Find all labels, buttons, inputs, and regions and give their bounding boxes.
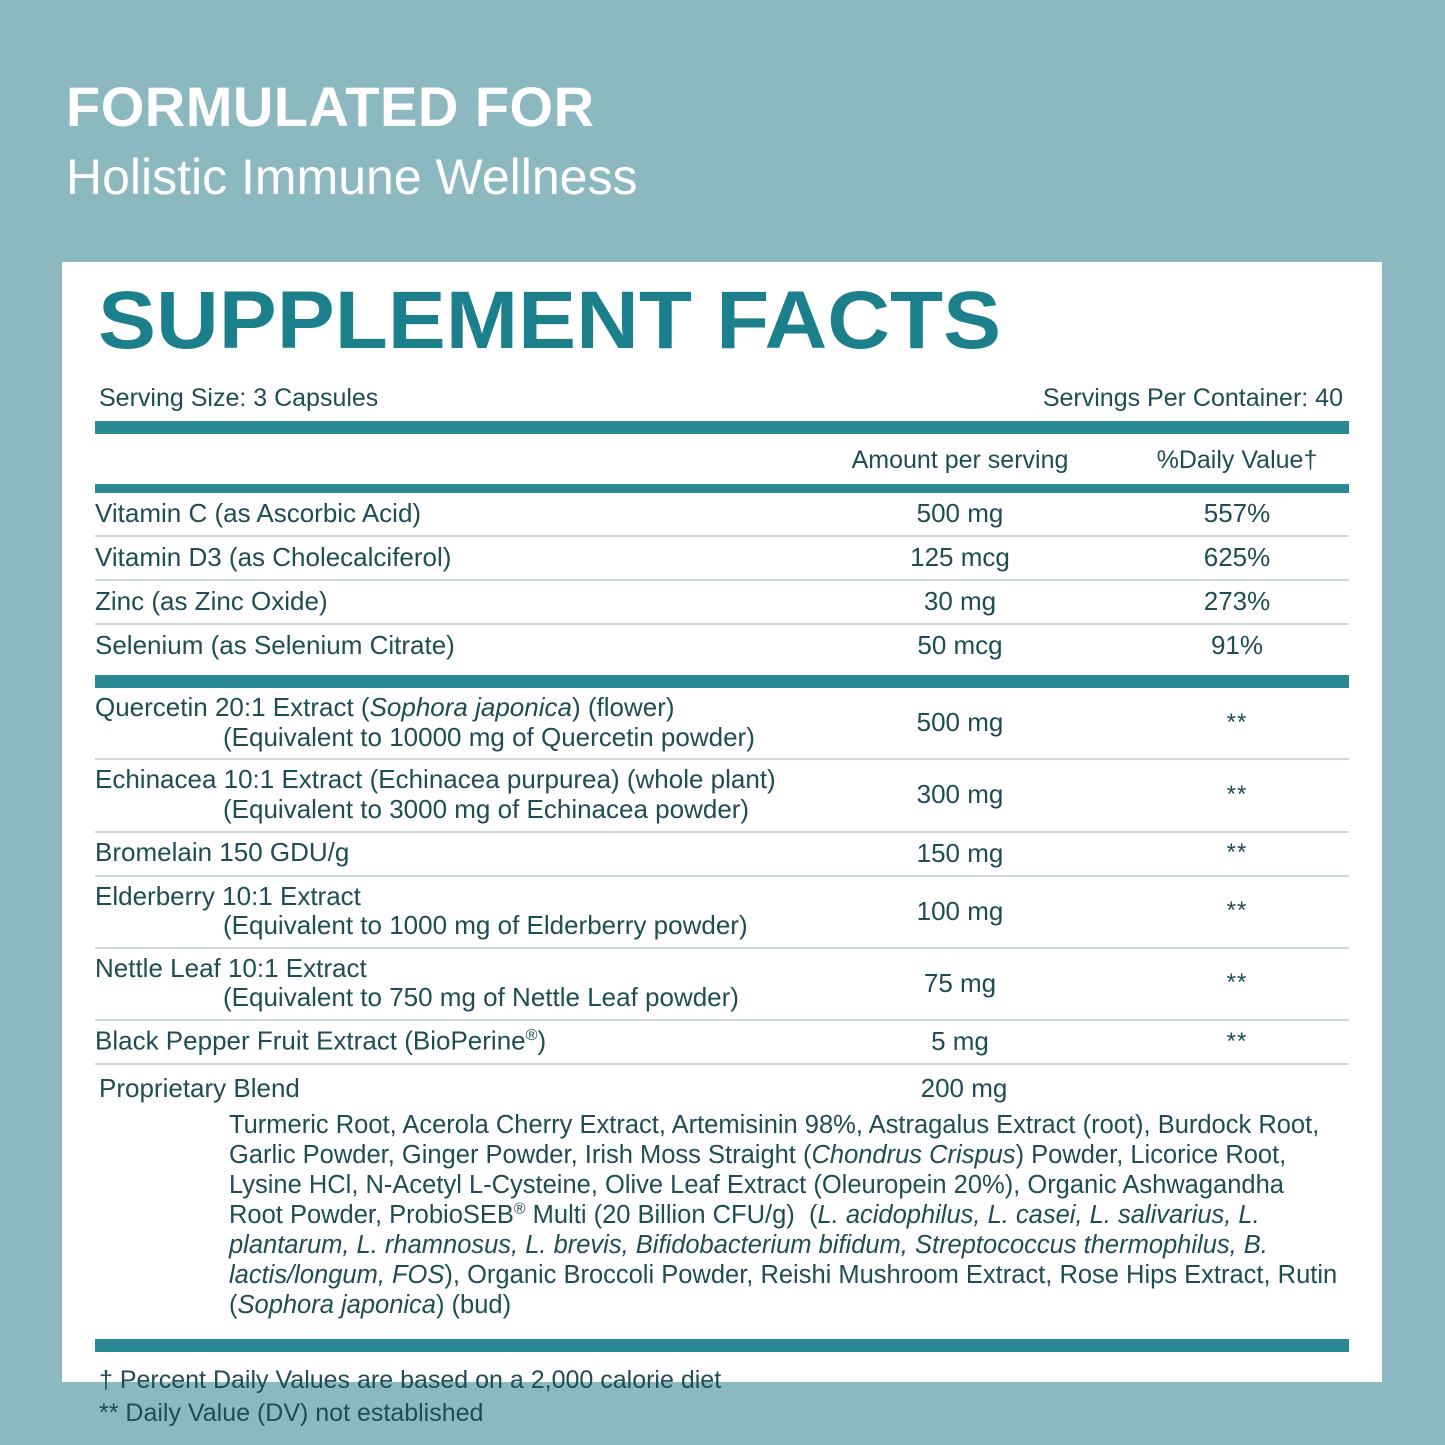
ingredient-name-text: Elderberry 10:1 Extract [95, 880, 361, 911]
serving-info-row [95, 384, 1349, 413]
ingredient-amount: 5 mg [795, 1020, 1125, 1064]
ingredient-equivalent: (Equivalent to 3000 mg of Echinacea powder) [223, 793, 750, 824]
ingredient-amount: 100 mg [795, 876, 1125, 948]
proprietary-blend-daily-value [1129, 1073, 1349, 1104]
header [66, 75, 1366, 206]
ingredient-daily-value: ** [1125, 832, 1349, 876]
proprietary-blend-row [95, 1065, 1349, 1104]
ingredient-equivalent: (Equivalent to 1000 mg of Elderberry powder) [223, 910, 748, 941]
rule-thin-under-headers [95, 484, 1349, 493]
column-header-daily-value: %Daily Value† [1156, 446, 1318, 474]
ingredient-name-text: Bromelain 150 GDU/g [95, 837, 350, 868]
servings-per-container: Servings Per Container: 40 [1042, 384, 1343, 412]
table-row [95, 759, 1349, 831]
nutrient-name: Zinc (as Zinc Oxide) [95, 580, 795, 624]
ingredient-amount: 150 mg [795, 832, 1125, 876]
vitamins-table [95, 493, 1349, 667]
ingredient-name-suffix: ) [537, 1026, 547, 1057]
ingredient-name-text: Black Pepper Fruit Extract (BioPerine [95, 1026, 526, 1057]
rule-thick-middle [95, 675, 1349, 688]
nutrient-amount: 125 mcg [795, 536, 1125, 580]
table-row [95, 876, 1349, 948]
ingredient-amount: 300 mg [795, 759, 1125, 831]
ingredient-name [95, 832, 795, 876]
column-headers [95, 446, 1349, 475]
ingredient-name-text: Nettle Leaf 10:1 Extract [95, 952, 367, 983]
table-row [95, 688, 1349, 759]
supplement-facts-panel [62, 262, 1382, 1428]
ingredient-name-text: Quercetin 20:1 Extract ( [95, 692, 370, 722]
table-row [95, 832, 1349, 876]
table-row [95, 580, 1349, 624]
column-header-name [95, 446, 795, 475]
serving-size: Serving Size: 3 Capsules [99, 384, 379, 412]
ingredient-name-text: Echinacea 10:1 Extract (Echinacea purpurea) (whole plant) [95, 764, 776, 795]
header-line-1: FORMULATED FOR [66, 75, 595, 138]
ingredient-daily-value: ** [1125, 1020, 1349, 1064]
ingredient-amount: 75 mg [795, 948, 1125, 1020]
nutrient-daily-value: 91% [1210, 630, 1264, 660]
ingredient-daily-value: ** [1125, 688, 1349, 759]
ingredient-equivalent: (Equivalent to 750 mg of Nettle Leaf powder) [223, 982, 739, 1013]
proprietary-blend-ingredients: Turmeric Root, Acerola Cherry Extract, Artemisinin 98%, Astragalus Extract (root), Burdock Root, Garlic Powder, Ginger Powder, Irish Moss Straight (Chondrus Crispus) Powder, Licorice Root, Lysine HCl, N-Acetyl L-Cysteine, Olive Leaf Extract (Oleuropein 20%), Organic Ashwagandha Root Powder, ProbioSEB® Multi (20 Billion CFU/g) (L. acidophilus, L. casei, L. salivarius, L. plantarum, L. rhamnosus, L. brevis, Bifidobacterium bifidum, Streptococcus thermophilus, B. lactis/longum, FOS), Organic Broccoli Powder, Reishi Mushroom Extract, Rose Hips Extract, Rutin (Sophora japonica) (bud) [229, 1111, 1338, 1320]
table-row [95, 493, 1349, 536]
footnotes [95, 1364, 1349, 1432]
ingredient-name-latin: Sophora japonica [369, 692, 572, 722]
nutrient-name: Vitamin D3 (as Cholecalciferol) [95, 536, 795, 580]
rule-thick-bottom [95, 1339, 1349, 1352]
nutrient-name: Vitamin C (as Ascorbic Acid) [95, 493, 795, 536]
table-row [95, 1020, 1349, 1064]
nutrient-daily-value: 557% [1125, 493, 1349, 536]
ingredient-name [95, 948, 795, 1020]
ingredient-amount: 500 mg [795, 688, 1125, 759]
footnote-not-established: ** Daily Value (DV) not established [99, 1399, 484, 1428]
ingredient-name [95, 1020, 795, 1064]
ingredient-name [95, 876, 795, 948]
nutrient-amount: 50 mcg [917, 630, 1003, 660]
ingredient-equivalent: (Equivalent to 10000 mg of Quercetin powder) [223, 721, 755, 752]
ingredient-daily-value: ** [1125, 948, 1349, 1020]
ingredient-daily-value: ** [1125, 876, 1349, 948]
ingredient-name-suffix: ) (flower) [571, 692, 675, 722]
nutrient-name: Selenium (as Selenium Citrate) [95, 629, 455, 660]
table-row [95, 624, 1349, 667]
table-row [95, 948, 1349, 1020]
registered-mark: ® [525, 1026, 538, 1045]
proprietary-blend-label: Proprietary Blend [99, 1073, 300, 1103]
proprietary-blend-amount: 200 mg [920, 1073, 1008, 1103]
nutrient-daily-value: 273% [1125, 580, 1349, 624]
nutrient-daily-value: 625% [1125, 536, 1349, 580]
ingredient-name [95, 759, 795, 831]
nutrient-amount: 500 mg [795, 493, 1125, 536]
botanicals-table [95, 688, 1349, 1065]
table-row [95, 536, 1349, 580]
header-line-2: Holistic Immune Wellness [66, 148, 638, 205]
page-title: SUPPLEMENT FACTS [98, 275, 1002, 366]
ingredient-name [95, 688, 795, 759]
ingredient-daily-value: ** [1125, 759, 1349, 831]
nutrient-amount: 30 mg [795, 580, 1125, 624]
column-header-amount: Amount per serving [851, 446, 1069, 474]
rule-thick-top [95, 421, 1349, 434]
footnote-daily-value: † Percent Daily Values are based on a 2,000 calorie diet [99, 1365, 722, 1394]
